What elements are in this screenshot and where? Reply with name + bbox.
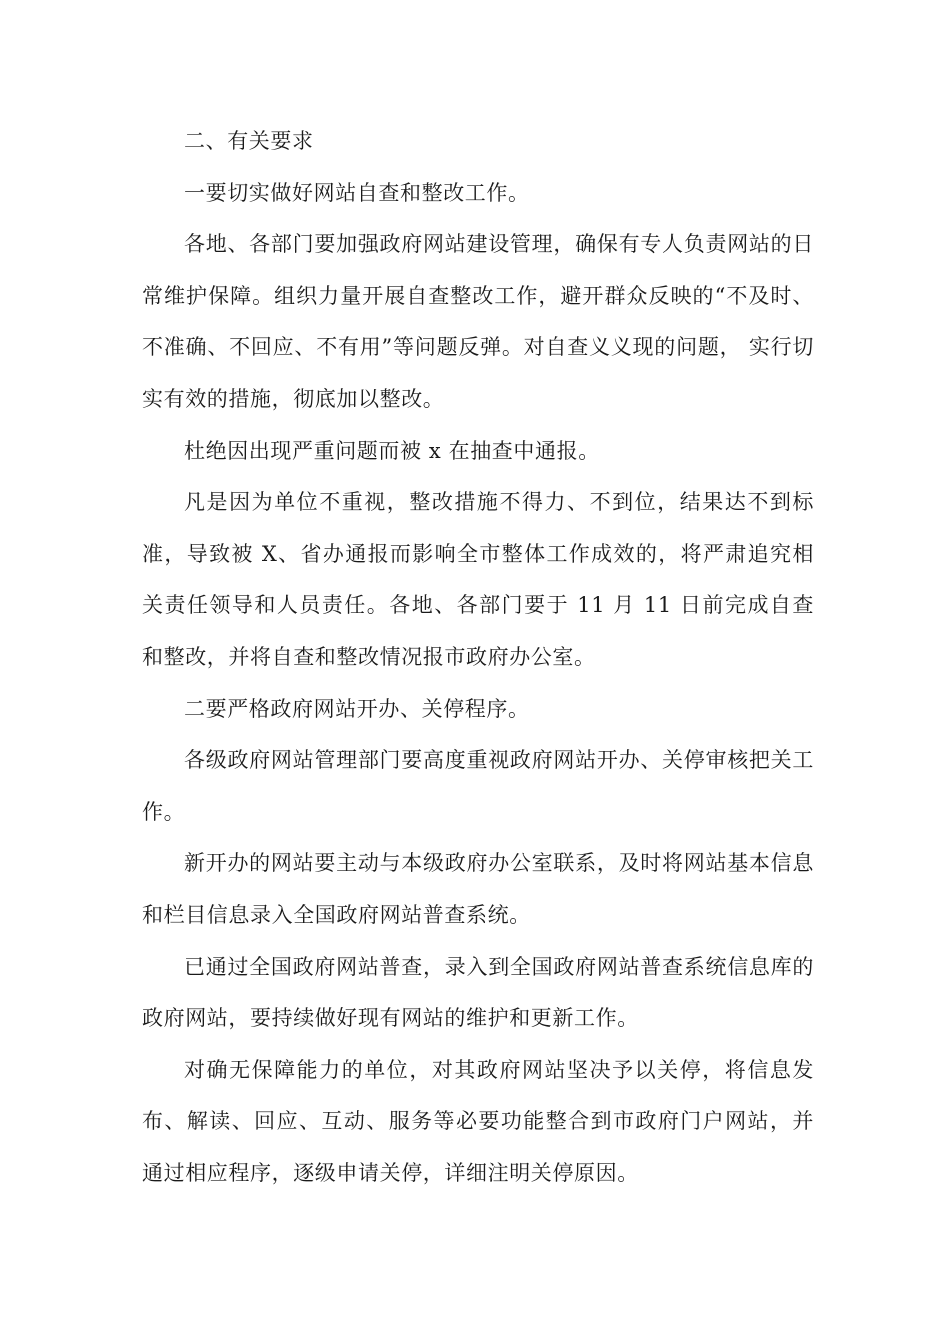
subheading-1: 一要切实做好网站自查和整改工作。 [184, 180, 530, 205]
paragraph: 杜绝因出现严重问题而被 x 在抽查中通报。 [184, 438, 600, 463]
paragraph: 各级政府网站管理部门要高度重视政府网站开办、关停审核把关工作。 [142, 748, 814, 824]
paragraph: 已通过全国政府网站普查，录入到全国政府网站普查系统信息库的政府网站，要持续做好现有网站的维护和更新工作。 [142, 954, 814, 1031]
paragraph: 对确无保障能力的单位，对其政府网站坚决予以关停，将信息发布、解读、回应、互动、服务等必要功能整合到市政府门户网站，并 通过相应程序，逐级申请关停，详细注明关停原因。 [142, 1057, 814, 1185]
paragraph: 凡是因为单位不重视，整改措施不得力、不到位，结果达不到标准，导致被 X、省办通报而影响全市整体工作成效的，将严肃追究相 关责任领导和人员责任。各地、各部门要于 11 月 11 日前完成自查 和整改，并将自查和整改情况报市政府办公室。 [142, 490, 814, 669]
section-heading: 二、有关要求 [184, 129, 314, 153]
subheading-2: 二要严格政府网站开办、关停程序。 [184, 696, 530, 721]
paragraph: 新开办的网站要主动与本级政府办公室联系，及时将网站基本信息和栏目信息录入全国政府网站普查系统。 [142, 851, 814, 927]
paragraph: 各地、各部门要加强政府网站建设管理，确保有专人负责网站的日常维护保障。组织力量开展自查整改工作，避开群众反映的“不及时、不准确、不回应、不有用”等问题反弹。对自查义义现的问题， 实行切实有效的措施，彻底加以整改。 [142, 232, 814, 411]
document-body [142, 116, 814, 1199]
